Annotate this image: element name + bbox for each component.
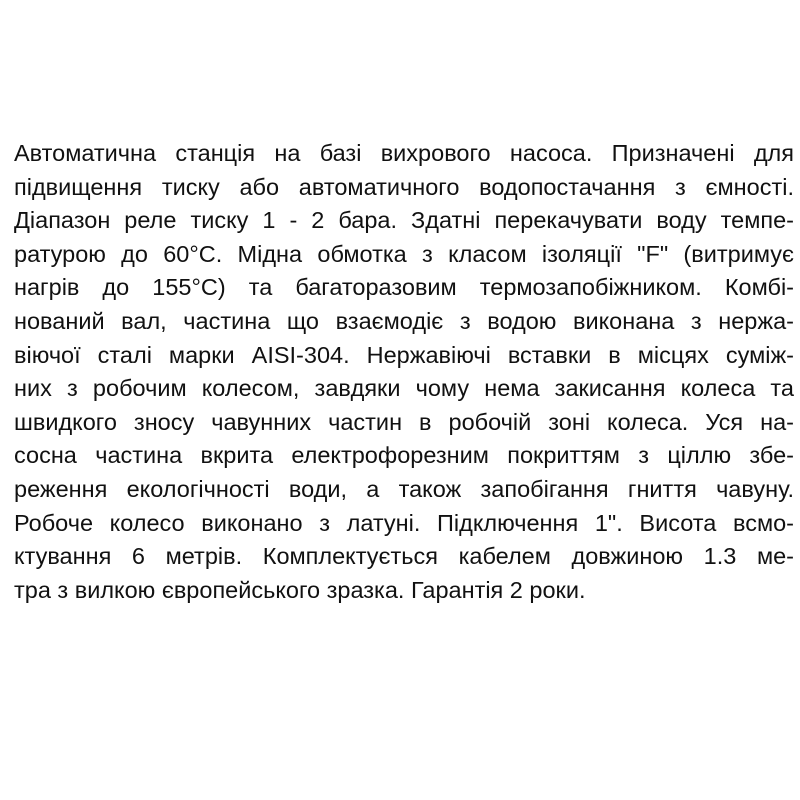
description-line: ратурою до 60°C. Мідна обмотка з класом ізоляції "F" (витримує	[14, 240, 794, 267]
description-line: реження екологічності води, а також запобігання гниття чавуну.	[14, 475, 794, 502]
description-line: ктування 6 метрів. Комплектується кабелем довжиною 1.3 ме-	[14, 543, 794, 570]
description-line: Робоче колесо виконано з латуні. Підключення 1". Висота всмо-	[14, 509, 794, 536]
description-line: тра з вилкою європейського зразка. Гарантія 2 роки.	[14, 576, 586, 603]
description-line: Автоматична станція на базі вихрового насоса. Призначені для	[14, 140, 794, 166]
description-line: підвищення тиску або автоматичного водопостачання з ємності.	[14, 173, 794, 200]
description-line: Діапазон реле тиску 1 - 2 бара. Здатні перекачувати воду темпе-	[14, 207, 794, 234]
description-line: сосна частина вкрита електрофорезним покриттям з ціллю збе-	[14, 442, 794, 469]
product-description-text	[14, 137, 794, 607]
description-line: нований вал, частина що взаємодіє з водою виконана з нержа-	[14, 307, 794, 334]
description-line: нагрів до 155°С) та багаторазовим термозапобіжником. Комбі-	[14, 274, 794, 301]
description-line: віючої сталі марки AISI-304. Нержавіючі вставки в місцях сумiж-	[14, 341, 794, 368]
description-line: них з робочим колесом, завдяки чому нема закисання колеса та	[14, 375, 794, 402]
description-line: швидкого зносу чавунних частин в робочій зоні колеса. Уся на-	[14, 408, 794, 435]
